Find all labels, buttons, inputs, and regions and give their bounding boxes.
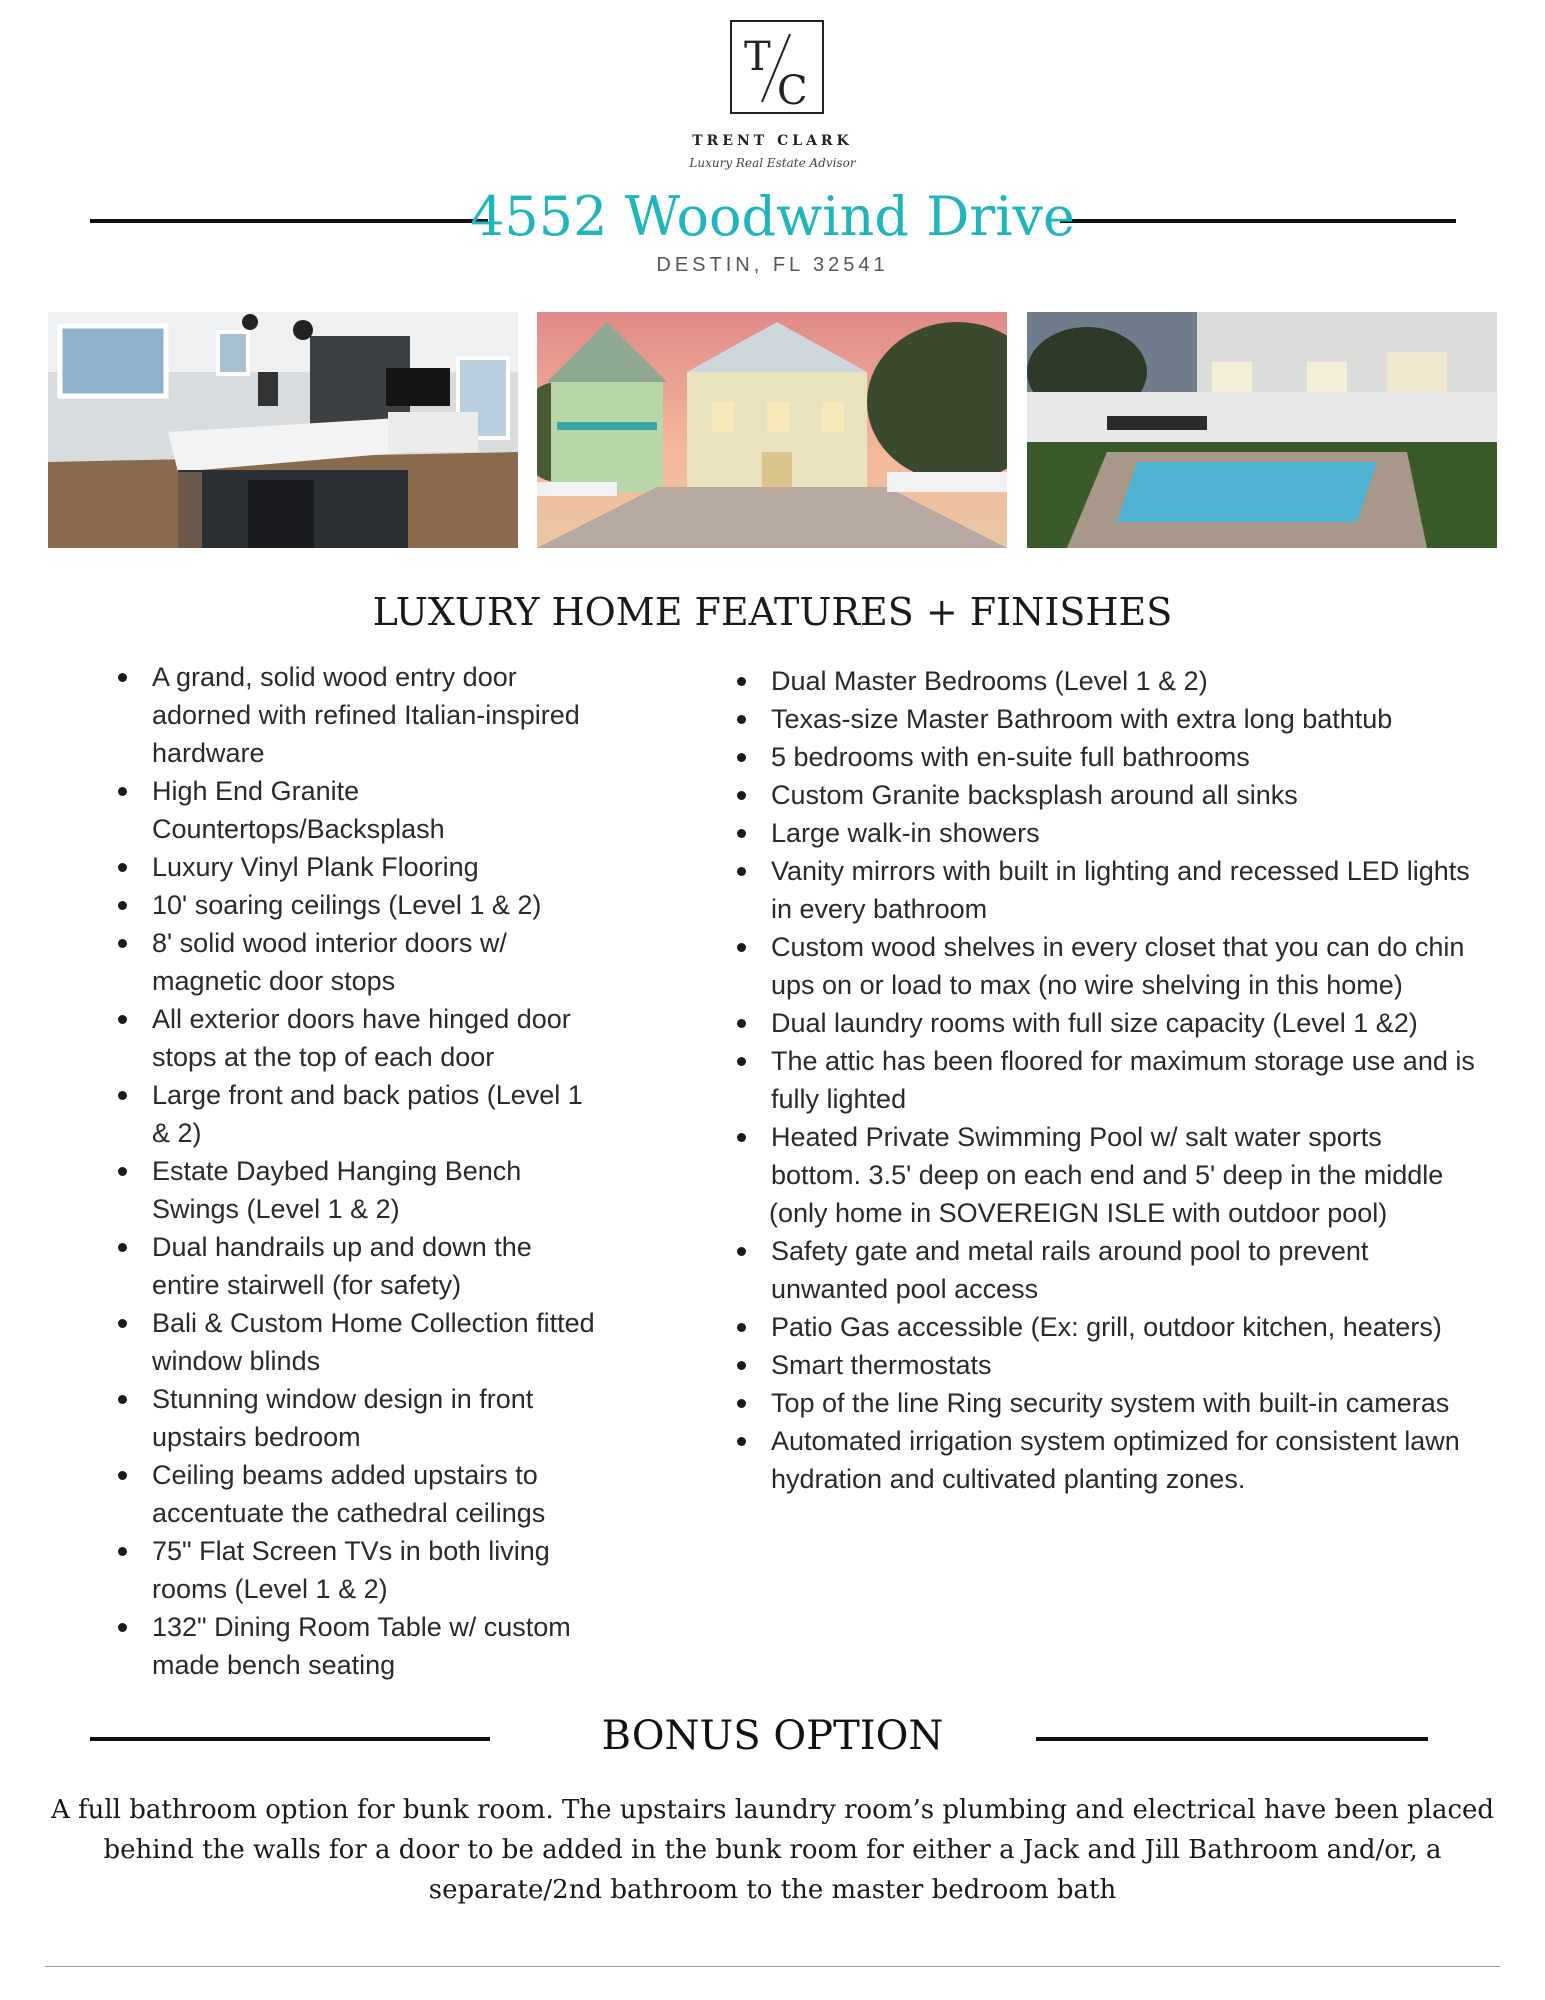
list-item: High End Granite Countertops/Backsplash — [116, 772, 606, 848]
list-item: Dual handrails up and down the entire stairwell (for safety) — [116, 1228, 606, 1304]
list-item: Large front and back patios (Level 1 & 2) — [116, 1076, 606, 1152]
list-item: Ceiling beams added upstairs to accentuate the cathedral ceilings — [116, 1456, 606, 1532]
front-exterior-photo — [537, 312, 1007, 548]
list-item: 10' soaring ceilings (Level 1 & 2) — [116, 886, 606, 924]
list-item: Custom wood shelves in every closet that you can do chin ups on or load to max (no wire shelving in this home) — [735, 928, 1475, 1004]
list-item: The attic has been floored for maximum storage use and is fully lighted — [735, 1042, 1475, 1118]
list-item: 5 bedrooms with en-suite full bathrooms — [735, 738, 1475, 776]
footer-rule — [45, 1966, 1500, 1967]
brand-name: TRENT CLARK — [692, 133, 853, 149]
list-item: Luxury Vinyl Plank Flooring — [116, 848, 606, 886]
list-item: 8' solid wood interior doors w/ magnetic door stops — [116, 924, 606, 1000]
list-item: Safety gate and metal rails around pool to prevent unwanted pool access — [735, 1232, 1475, 1308]
list-item: Vanity mirrors with built in lighting and recessed LED lights in every bathroom — [735, 852, 1475, 928]
list-item: Heated Private Swimming Pool w/ salt water sports bottom. 3.5' deep on each end and 5' deep in the middle — [735, 1118, 1475, 1194]
svg-text:T: T — [744, 34, 771, 80]
list-item: Custom Granite backsplash around all sinks — [735, 776, 1475, 814]
list-item: Estate Daybed Hanging Bench Swings (Level 1 & 2) — [116, 1152, 606, 1228]
svg-text:C: C — [777, 68, 808, 112]
bonus-title: BONUS OPTION — [601, 1713, 944, 1759]
features-list-right — [735, 662, 1475, 1498]
list-item: Patio Gas accessible (Ex: grill, outdoor kitchen, heaters) — [735, 1308, 1475, 1346]
list-item: Stunning window design in front upstairs bedroom — [116, 1380, 606, 1456]
features-title: LUXURY HOME FEATURES + FINISHES — [372, 590, 1173, 634]
features-list-left — [116, 658, 606, 1684]
list-item: Dual laundry rooms with full size capacity (Level 1 &2) — [735, 1004, 1475, 1042]
list-item: 132" Dining Room Table w/ custom made bench seating — [116, 1608, 606, 1684]
list-item: Automated irrigation system optimized for consistent lawn hydration and cultivated planting zones. — [735, 1422, 1475, 1498]
list-item: Bali & Custom Home Collection fitted window blinds — [116, 1304, 606, 1380]
backyard-pool-photo — [1027, 312, 1497, 548]
pool-note-text: (only home in SOVEREIGN ISLE with outdoor pool) — [769, 1198, 1388, 1228]
list-item: A grand, solid wood entry door adorned with refined Italian-inspired hardware — [116, 658, 606, 772]
list-item: 75" Flat Screen TVs in both living rooms (Level 1 & 2) — [116, 1532, 606, 1608]
pool-note — [735, 1194, 1475, 1232]
brand-signature: Luxury Real Estate Advisor — [689, 156, 856, 170]
list-item: All exterior doors have hinged door stops at the top of each door — [116, 1000, 606, 1076]
list-item: Texas-size Master Bathroom with extra long bathtub — [735, 700, 1475, 738]
brand-monogram-logo — [730, 20, 824, 114]
page-subtitle: DESTIN, FL 32541 — [656, 254, 889, 276]
list-item: Smart thermostats — [735, 1346, 1475, 1384]
list-item: Top of the line Ring security system with built-in cameras — [735, 1384, 1475, 1422]
kitchen-photo — [48, 312, 518, 548]
list-item: Large walk-in showers — [735, 814, 1475, 852]
page-title: 4552 Woodwind Drive — [470, 185, 1075, 248]
bonus-text: A full bathroom option for bunk room. The upstairs laundry room’s plumbing and electrical have been placed behind the walls for a door to be added in the bunk room for either a Jack and Jill Bathroom and/or, a separate/2nd bathroom to the master bedroom bath — [50, 1795, 1495, 1905]
list-item: Dual Master Bedrooms (Level 1 & 2) — [735, 662, 1475, 700]
